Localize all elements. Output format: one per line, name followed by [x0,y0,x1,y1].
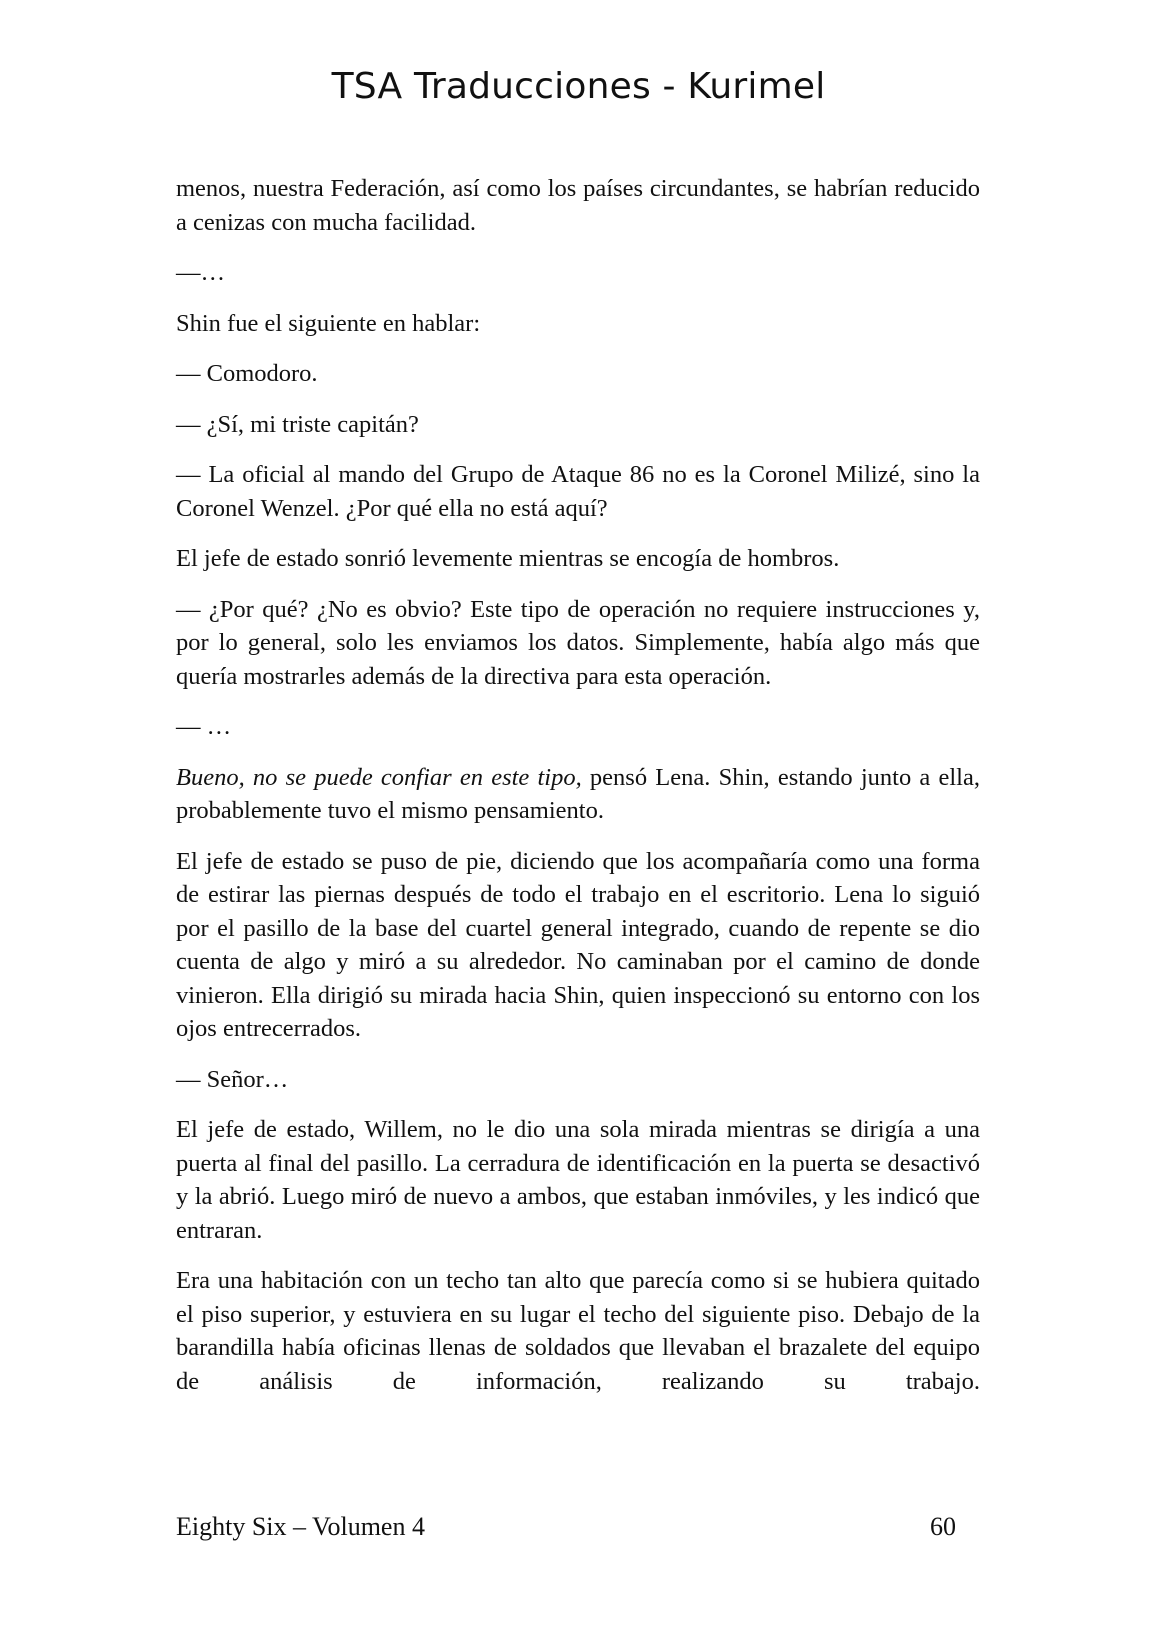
paragraph-rest: pensó Lena. Shin, estando junto a ella, probablemente tuvo el mismo pensamiento. [176,763,980,824]
paragraph: El jefe de estado sonrió levemente mientras se encogía de hombros. [176,545,840,572]
paragraph: —… [176,259,225,286]
paragraph: — Señor… [176,1065,289,1093]
page-number: 60 [930,1512,956,1541]
paragraph [176,761,980,828]
body-text [176,172,980,1415]
paragraph: — Comodoro. [176,360,318,387]
paragraph: — ¿Por qué? ¿No es obvio? Este tipo de operación no requiere instrucciones y, por lo general, solo les enviamos los datos. Simplemente, había algo más que quería mostrarles además de la directiva para esta operación. [176,595,980,690]
footer-book-title: Eighty Six – Volumen 4 [176,1512,425,1541]
page-header-title: TSA Traducciones - Kurimel [331,66,826,107]
paragraph: — … [176,713,232,740]
paragraph: El jefe de estado se puso de pie, diciendo que los acompañaría como una forma de estirar las piernas después de todo el trabajo en el escritorio. Lena lo siguió por el pasillo de la base del cuartel general integrado, cuando de repente se dio cuenta de algo y miró a su alrededor. No caminaban por el camino de donde vinieron. Ella dirigió su mirada hacia Shin, quien inspeccionó su entorno con los ojos entrecerrados. [176,847,980,1042]
paragraph: — ¿Sí, mi triste capitán? [176,410,419,438]
paragraph: menos, nuestra Federación, así como los países circundantes, se habrían reducido a cenizas con mucha facilidad. [176,175,980,236]
paragraph: Shin fue el siguiente en hablar: [176,309,481,337]
italic-thought: Bueno, no se puede confiar en este tipo, [176,763,582,791]
paragraph: El jefe de estado, Willem, no le dio una sola mirada mientras se dirigía a una puerta al final del pasillo. La cerradura de identificación en la puerta se desactivó y la abrió. Luego miró de nuevo a ambos, que estaban inmóviles, y les indicó que entraran. [176,1116,980,1244]
paragraph: — La oficial al mando del Grupo de Ataque 86 no es la Coronel Milizé, sino la Coronel Wenzel. ¿Por qué ella no está aquí? [176,461,980,522]
paragraph: Era una habitación con un techo tan alto que parecía como si se hubiera quitado el piso superior, y estuviera en su lugar el techo del siguiente piso. Debajo de la barandilla había oficinas llenas de soldados que llevaban el brazalete del equipo de análisis de información, realizando su trabajo. [176,1267,980,1395]
